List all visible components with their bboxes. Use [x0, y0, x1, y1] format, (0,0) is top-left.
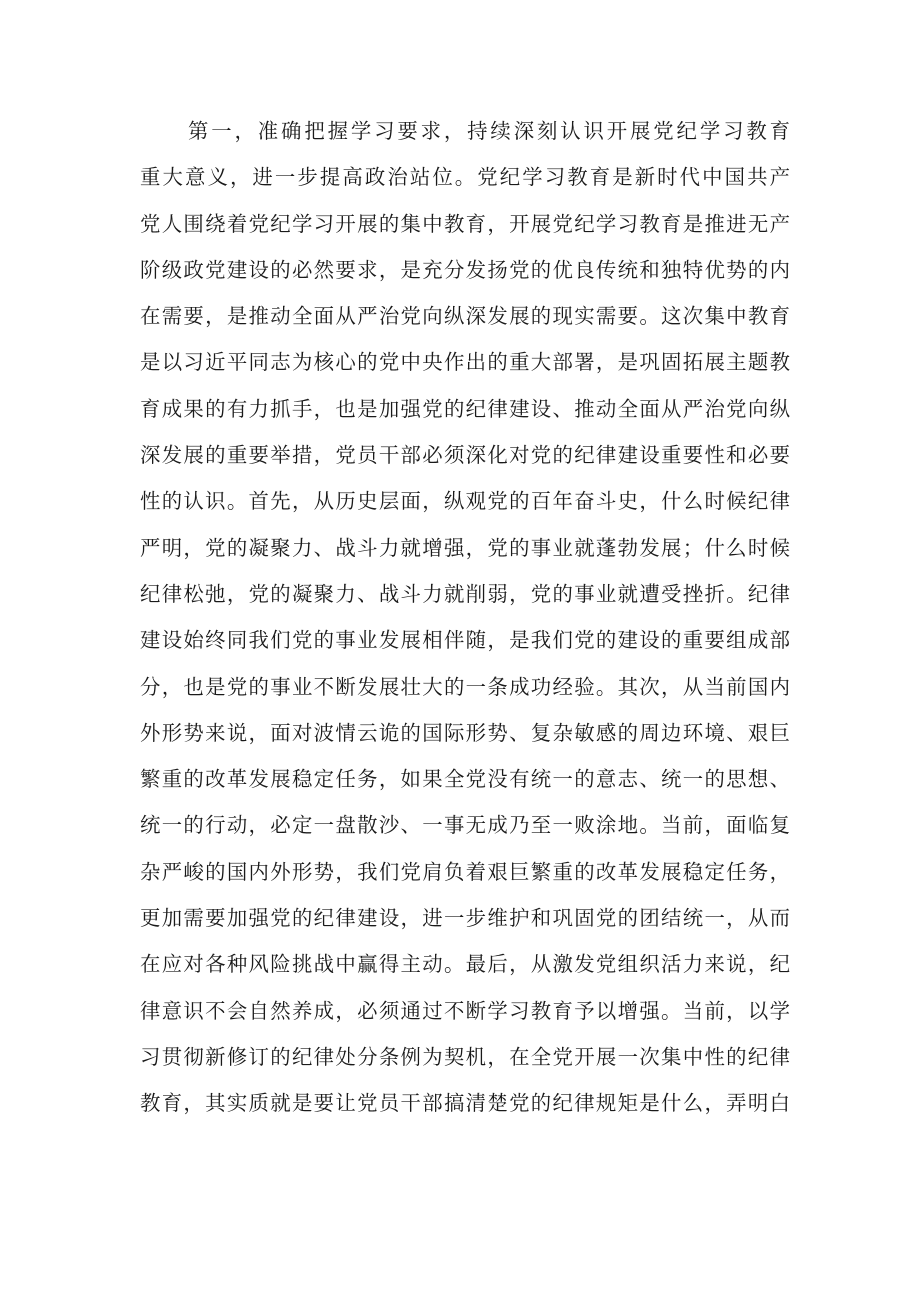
paragraph-line: 是以习近平同志为核心的党中央作出的重大部署，是巩固拓展主题教	[140, 350, 790, 375]
paragraph-line: 第一，准确把握学习要求，持续深刻认识开展党纪学习教育	[188, 119, 790, 143]
paragraph-line: 阶级政党建设的必然要求，是充分发扬党的优良传统和独特优势的内	[140, 257, 790, 282]
paragraph-line: 重大意义，进一步提高政治站位。党纪学习教育是新时代中国共产	[140, 165, 790, 190]
paragraph-line: 建设始终同我们党的事业发展相伴随，是我们党的建设的重要组成部	[140, 628, 790, 653]
paragraph-line: 纪律松弛，党的凝聚力、战斗力就削弱，党的事业就遭受挫折。纪律	[140, 581, 790, 606]
paragraph-line: 育成果的有力抓手，也是加强党的纪律建设、推动全面从严治党向纵	[140, 396, 790, 421]
paragraph-line: 外形势来说，面对波情云诡的国际形势、复杂敏感的周边环境、艰巨	[140, 720, 790, 745]
paragraph-line: 繁重的改革发展稳定任务，如果全党没有统一的意志、统一的思想、	[140, 767, 790, 792]
paragraph-line: 性的认识。首先，从历史层面，纵观党的百年奋斗史，什么时候纪律	[140, 489, 790, 514]
body-paragraph	[140, 108, 790, 1127]
paragraph-line: 在应对各种风险挑战中赢得主动。最后，从激发党组织活力来说，纪	[140, 952, 790, 977]
paragraph-line: 深发展的重要举措，党员干部必须深化对党的纪律建设重要性和必要	[140, 443, 790, 468]
paragraph-line: 更加需要加强党的纪律建设，进一步维护和巩固党的团结统一，从而	[140, 906, 790, 931]
paragraph-line: 在需要，是推动全面从严治党向纵深发展的现实需要。这次集中教育	[140, 304, 790, 329]
paragraph-line: 教育，其实质就是要让党员干部搞清楚党的纪律规矩是什么，弄明白	[140, 1091, 790, 1116]
paragraph-line: 律意识不会自然养成，必须通过不断学习教育予以增强。当前，以学	[140, 998, 790, 1023]
paragraph-line: 杂严峻的国内外形势，我们党肩负着艰巨繁重的改革发展稳定任务，	[140, 859, 790, 884]
paragraph-line: 统一的行动，必定一盘散沙、一事无成乃至一败涂地。当前，面临复	[140, 813, 790, 838]
paragraph-line: 严明，党的凝聚力、战斗力就增强，党的事业就蓬勃发展；什么时候	[140, 535, 790, 560]
paragraph-line: 习贯彻新修订的纪律处分条例为契机，在全党开展一次集中性的纪律	[140, 1044, 790, 1069]
paragraph-line: 分，也是党的事业不断发展壮大的一条成功经验。其次，从当前国内	[140, 674, 790, 699]
paragraph-line: 党人围绕着党纪学习开展的集中教育，开展党纪学习教育是推进无产	[140, 211, 790, 236]
